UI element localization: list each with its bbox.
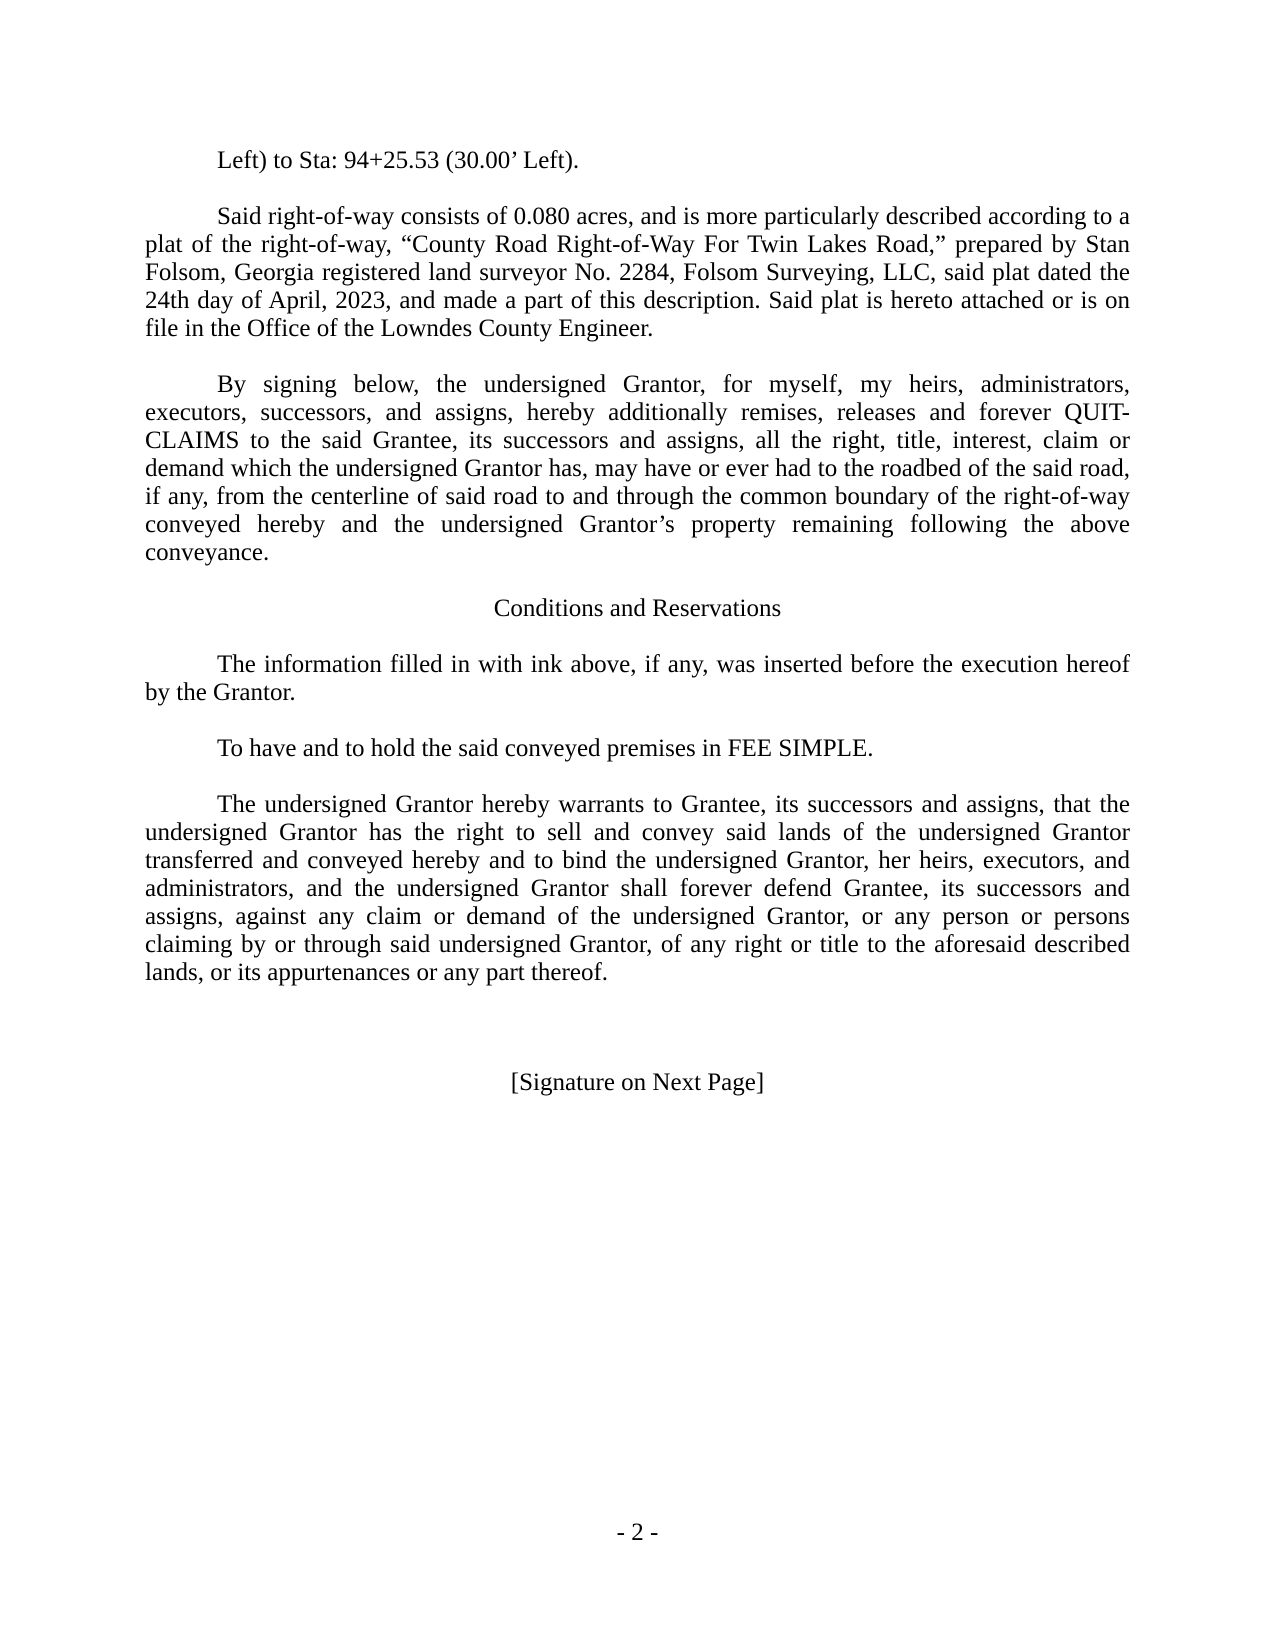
document-body — [145, 147, 1130, 1097]
section-heading-conditions-and-reservations: Conditions and Reservations — [493, 595, 782, 622]
paragraph-fee-simple: To have and to hold the said conveyed premises in FEE SIMPLE. — [217, 735, 874, 762]
paragraph-ink-information: The information filled in with ink above, if any, was inserted before the execution hereof by the Grantor. — [145, 651, 1130, 706]
signature-next-page-note: [Signature on Next Page] — [510, 1069, 765, 1096]
paragraph-right-of-way-plat: Said right-of-way consists of 0.080 acres, and is more particularly described according to a plat of the right-of-way, “County Road Right-of-Way For Twin Lakes Road,” prepared by Stan Folsom, Georgia registered land surveyor No. 2284, Folsom Surveying, LLC, said plat dated the 24th day of April, 2023, and made a part of this description. Said plat is hereto attached or is on file in the Office of the Lowndes County Engineer. — [145, 203, 1130, 342]
paragraph-quit-claims: By signing below, the undersigned Grantor, for myself, my heirs, administrators, executors, successors, and assigns, hereby additionally remises, releases and forever QUIT-CLAIMS to the said Grantee, its successors and assigns, all the right, title, interest, claim or demand which the undersigned Grantor has, may have or ever had to the roadbed of the said road, if any, from the centerline of said road to and through the common boundary of the right-of-way conveyed hereby and the undersigned Grantor’s property remaining following the above conveyance. — [145, 371, 1130, 566]
paragraph-warranty: The undersigned Grantor hereby warrants to Grantee, its successors and assigns, that the undersigned Grantor has the right to sell and convey said lands of the undersigned Grantor transferred and conveyed hereby and to bind the undersigned Grantor, her heirs, executors, and administrators, and the undersigned Grantor shall forever defend Grantee, its successors and assigns, against any claim or demand of the undersigned Grantor, or any person or persons claiming by or through said undersigned Grantor, of any right or title to the aforesaid described lands, or its appurtenances or any part thereof. — [145, 791, 1130, 986]
page-number: - 2 - — [616, 1519, 659, 1546]
paragraph-station-continuation: Left) to Sta: 94+25.53 (30.00’ Left). — [217, 147, 580, 174]
